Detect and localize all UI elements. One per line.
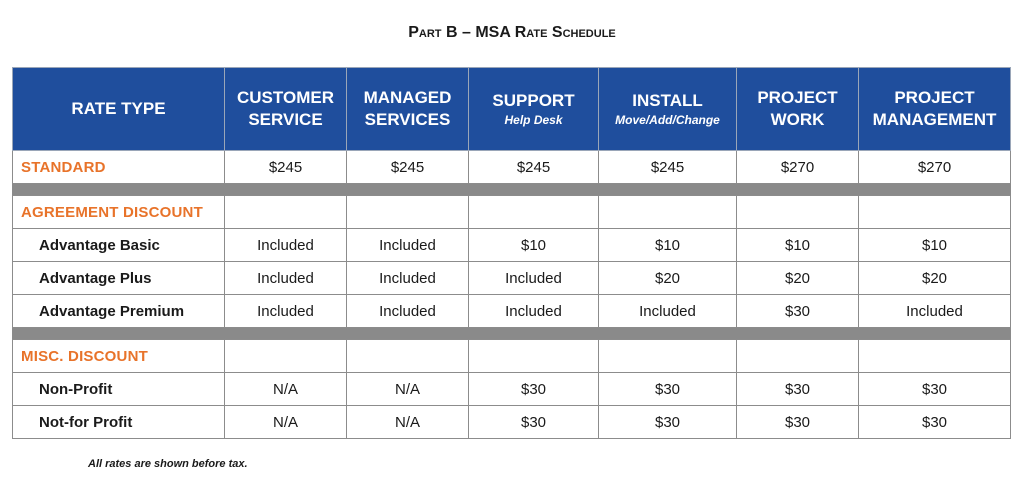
table-cell: N/A bbox=[225, 406, 347, 439]
table-cell bbox=[599, 196, 737, 229]
table-cell: $30 bbox=[599, 406, 737, 439]
table-cell: N/A bbox=[347, 406, 469, 439]
table-cell: Included bbox=[469, 295, 599, 328]
table-cell: Included bbox=[347, 229, 469, 262]
table-cell: $30 bbox=[737, 373, 859, 406]
table-cell: $270 bbox=[859, 151, 1011, 184]
table-cell bbox=[469, 340, 599, 373]
table-cell: $30 bbox=[469, 373, 599, 406]
table-cell bbox=[347, 196, 469, 229]
table-row bbox=[13, 262, 1011, 295]
section-row-misc bbox=[13, 340, 1011, 373]
table-cell: $10 bbox=[599, 229, 737, 262]
table-cell bbox=[469, 196, 599, 229]
header-install: INSTALL Move/Add/Change bbox=[599, 68, 737, 151]
section-label-misc-discount: MISC. DISCOUNT bbox=[13, 340, 225, 373]
table-cell: $245 bbox=[347, 151, 469, 184]
row-label: Advantage Premium bbox=[13, 295, 225, 328]
row-label: Not-for Profit bbox=[13, 406, 225, 439]
table-row bbox=[13, 406, 1011, 439]
page-title-text: Part B – MSA Rate Schedule bbox=[408, 24, 616, 41]
separator-bar bbox=[13, 328, 1011, 340]
table-cell: Included bbox=[347, 295, 469, 328]
table-cell: Included bbox=[469, 262, 599, 295]
separator-bar bbox=[13, 184, 1011, 196]
table-cell: $20 bbox=[859, 262, 1011, 295]
table-cell: $270 bbox=[737, 151, 859, 184]
table-cell: N/A bbox=[347, 373, 469, 406]
page-title bbox=[0, 24, 1024, 42]
table-cell: $245 bbox=[469, 151, 599, 184]
table-cell: $20 bbox=[599, 262, 737, 295]
header-managed-services: MANAGED SERVICES bbox=[347, 68, 469, 151]
header-project-work: PROJECT WORK bbox=[737, 68, 859, 151]
section-label-agreement-discount: AGREEMENT DISCOUNT bbox=[13, 196, 225, 229]
row-label: Advantage Basic bbox=[13, 229, 225, 262]
table-cell: $30 bbox=[599, 373, 737, 406]
separator-row bbox=[13, 184, 1011, 196]
table-cell: Included bbox=[225, 262, 347, 295]
table-cell bbox=[225, 196, 347, 229]
rate-schedule-table bbox=[12, 67, 1011, 439]
table-cell: Included bbox=[225, 229, 347, 262]
row-label: Advantage Plus bbox=[13, 262, 225, 295]
table-cell bbox=[859, 196, 1011, 229]
separator-row bbox=[13, 328, 1011, 340]
table-cell bbox=[737, 196, 859, 229]
table-cell bbox=[859, 340, 1011, 373]
row-label: Non-Profit bbox=[13, 373, 225, 406]
table-row bbox=[13, 373, 1011, 406]
table-cell: Included bbox=[347, 262, 469, 295]
table-cell bbox=[599, 340, 737, 373]
header-row bbox=[13, 68, 1011, 151]
table-cell: $10 bbox=[859, 229, 1011, 262]
table-cell bbox=[347, 340, 469, 373]
table-cell: $30 bbox=[737, 295, 859, 328]
header-install-sub: Move/Add/Change bbox=[615, 113, 720, 127]
table-cell: Included bbox=[225, 295, 347, 328]
table-cell: $20 bbox=[737, 262, 859, 295]
footnote: All rates are shown before tax. bbox=[88, 458, 248, 470]
table-cell bbox=[737, 340, 859, 373]
table-cell: $30 bbox=[469, 406, 599, 439]
table-cell: Included bbox=[859, 295, 1011, 328]
header-support: SUPPORT Help Desk bbox=[469, 68, 599, 151]
header-rate-type: RATE TYPE bbox=[13, 68, 225, 151]
header-support-sub: Help Desk bbox=[504, 113, 563, 127]
table-cell: Included bbox=[599, 295, 737, 328]
table-row bbox=[13, 229, 1011, 262]
table-cell: $245 bbox=[599, 151, 737, 184]
table-cell: $245 bbox=[225, 151, 347, 184]
table-cell bbox=[225, 340, 347, 373]
table-cell: N/A bbox=[225, 373, 347, 406]
standard-row bbox=[13, 151, 1011, 184]
table-cell: $30 bbox=[737, 406, 859, 439]
header-project-management: PROJECT MANAGEMENT bbox=[859, 68, 1011, 151]
table-cell: $10 bbox=[469, 229, 599, 262]
table-cell: $30 bbox=[859, 406, 1011, 439]
header-customer-service: CUSTOMER SERVICE bbox=[225, 68, 347, 151]
table-cell: $30 bbox=[859, 373, 1011, 406]
section-label-standard: STANDARD bbox=[13, 151, 225, 184]
table-cell: $10 bbox=[737, 229, 859, 262]
section-row-agreement bbox=[13, 196, 1011, 229]
table-row bbox=[13, 295, 1011, 328]
